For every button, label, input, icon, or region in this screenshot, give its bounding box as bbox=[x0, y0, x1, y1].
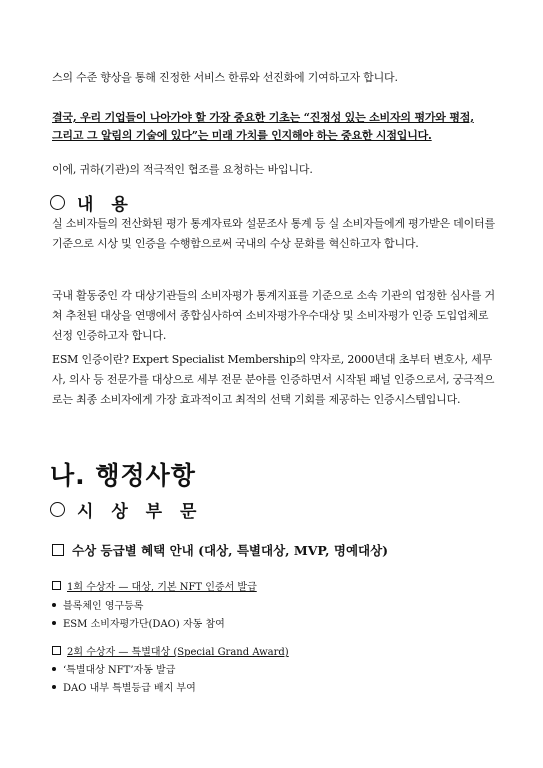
paragraph-request: 이에, 귀하(기관)의 적극적인 협조를 요청하는 바입니다. bbox=[52, 163, 313, 176]
square-bullet-icon bbox=[52, 581, 61, 590]
circle-bullet-icon bbox=[50, 502, 65, 517]
square-bullet-icon bbox=[52, 646, 61, 655]
tier-heading bbox=[52, 578, 257, 593]
award-heading bbox=[50, 497, 202, 522]
paragraph-esm: ESM 인증이란? Expert Specialist Membership의 약자로, 2000년대 초부터 변호사, 세무사, 의사 등 전문가를 대상으로 세부 전문 분야를 인증하면서 시작된 패널 인증으로서, 궁극적으로는 최종 소비자에게 가장 효과적이고 최적의 선택 기회를 제공하는 인증시스템입니다. bbox=[52, 353, 495, 406]
list-item-text: ESM 소비자평가단(DAO) 자동 참여 bbox=[63, 619, 225, 630]
content-heading bbox=[50, 190, 134, 215]
list-item-text: ‘특별대상 NFT’자동 발급 bbox=[63, 665, 176, 676]
emphasis-line-1: 결국, 우리 기업들이 나아가야 할 가장 중요한 기초는 “진정성 있는 소비자의 평가와 평점, bbox=[52, 111, 474, 124]
list-item bbox=[52, 661, 175, 676]
paragraph-content-1: 실 소비자들의 전산화된 평가 통계자료와 설문조사 통계 등 실 소비자들에게 평가받은 데이터를 기준으로 시상 및 인증을 수행함으로써 국내의 수상 문화를 혁신하고자 합니다. bbox=[52, 217, 495, 250]
tier-heading bbox=[52, 643, 289, 658]
benefits-heading bbox=[52, 541, 388, 559]
section-title: 나. 행정사항 bbox=[50, 461, 196, 490]
list-item bbox=[52, 679, 196, 694]
list-item bbox=[52, 597, 143, 612]
bullet-dot-icon bbox=[52, 621, 56, 625]
benefits-heading-label: 수상 등급별 혜택 안내 (대상, 특별대상, MVP, 명예대상) bbox=[72, 543, 389, 558]
bullet-dot-icon bbox=[52, 685, 56, 689]
list-item-text: DAO 내부 특별등급 배지 부여 bbox=[63, 683, 196, 694]
bullet-dot-icon bbox=[52, 603, 56, 607]
circle-bullet-icon bbox=[50, 195, 65, 210]
tier-title: 1회 수상자 — 대상, 기본 NFT 인증서 발급 bbox=[67, 582, 257, 593]
award-heading-label: 시 상 부 문 bbox=[77, 502, 203, 522]
emphasis-line-2: 그리고 그 알림의 기술에 있다”는 미래 가치를 인지해야 하는 중요한 시점입니다. bbox=[52, 129, 432, 142]
list-item bbox=[52, 615, 225, 630]
paragraph-intro-end: 스의 수준 향상을 통해 진정한 서비스 한류와 선진화에 기여하고자 합니다. bbox=[52, 71, 398, 84]
content-heading-label: 내 용 bbox=[77, 195, 134, 215]
list-item-text: 블록체인 영구등록 bbox=[63, 601, 144, 612]
bullet-dot-icon bbox=[52, 667, 56, 671]
tier-title: 2회 수상자 — 특별대상 (Special Grand Award) bbox=[67, 647, 289, 658]
paragraph-content-2: 국내 활동중인 각 대상기관들의 소비자평가 통계지표를 기준으로 소속 기관의 업정한 심사를 거쳐 추천된 대상을 연맹에서 종합심사하여 소비자평가우수대상 및 소비자평가 인증 도입업체로 선정 인증하고자 합니다. bbox=[52, 289, 495, 342]
square-bullet-icon bbox=[52, 544, 64, 556]
